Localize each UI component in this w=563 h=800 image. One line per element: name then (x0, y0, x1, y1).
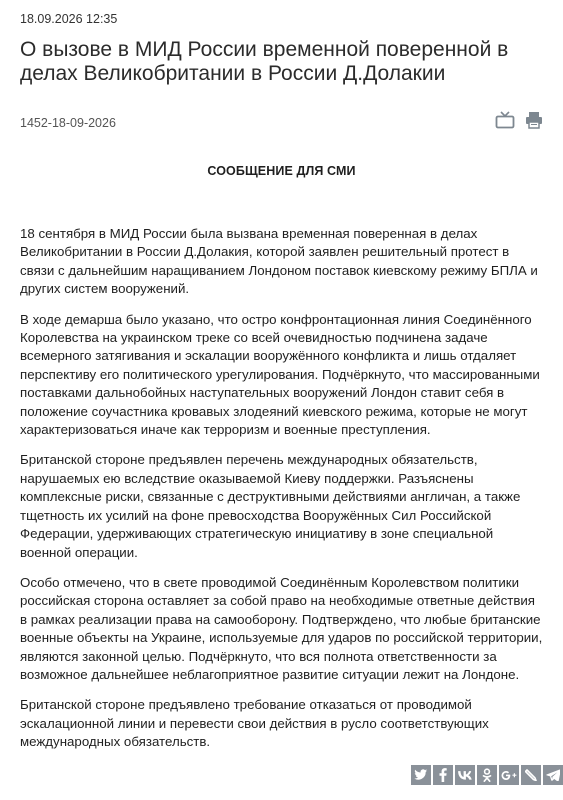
article-paragraph: Особо отмечено, что в свете проводимой Соединённым Королевством политики российская сторона оставляет за собой право на необходимые ответные действия в рамках реализации права на самооборону. Подтверждено, что любые британские военные объекты на Украине, используемые для ударов по российской территории, являются законной целью. Подчёркнуто, что вся полнота ответственности за возможное дальнейшее неблагоприятное развитие ситуации лежит на Лондоне. (20, 574, 543, 682)
article-paragraph: Британской стороне предъявлен перечень международных обязательств, нарушаемых ею вследствие оказываемой Киеву поддержки. Разъяснены комплексные риски, связанные с деструктивными действиями англичан, а также тщетность их усилий на фоне превосходства Вооружённых Сил Российской Федерации, удерживающих стратегическую инициативу в зоне специальной военной операции. (20, 452, 521, 560)
facebook-icon[interactable] (433, 765, 453, 785)
article-body (20, 225, 543, 764)
tv-icon[interactable] (495, 111, 515, 129)
article-paragraph: 18 сентября в МИД России была вызвана временная поверенная в делах Великобритании в России Д.Долакия, которой заявлен решительный протест в связи с дальнейшим наращиванием Лондоном поставок киевскому режиму БПЛА и других систем вооружений. (20, 226, 538, 297)
publication-datetime: 18.09.2026 12:35 (20, 12, 118, 26)
print-icon[interactable] (525, 111, 543, 129)
livejournal-icon[interactable] (521, 765, 541, 785)
share-bar (411, 765, 563, 785)
article-paragraph: В ходе демарша было указано, что остро конфронтационная линия Соединённого Королевства на украинском треке со всей очевидностью подчинена задаче всемерного затягивания и эскалации вооружённого конфликта и лишь отдаляет перспективу его политического урегулирования. Подчёркнуто, что массированными поставками дальнобойных наступательных вооружений Лондон ставит себя в положение соучастника кровавых злодеяний киевского режима, которые не могут характеризоваться иначе как терроризм и военные преступления. (20, 311, 540, 438)
page-title: О вызове в МИД России временной поверенной в делах Великобритании в России Д.Долакии (20, 38, 509, 85)
twitter-icon[interactable] (411, 765, 431, 785)
vk-icon[interactable] (455, 765, 475, 785)
telegram-icon[interactable] (543, 765, 563, 785)
googleplus-icon[interactable] (499, 765, 519, 785)
article-tools (495, 111, 543, 129)
odnoklassniki-icon[interactable] (477, 765, 497, 785)
article-heading: СООБЩЕНИЕ ДЛЯ СМИ (207, 164, 356, 178)
article-paragraph: Британской стороне предъявлено требование отказаться от проводимой эскалационной линии и перевести свои действия в русло соответствующих международных обязательств. (20, 697, 489, 750)
document-number: 1452-18-09-2026 (20, 116, 116, 130)
